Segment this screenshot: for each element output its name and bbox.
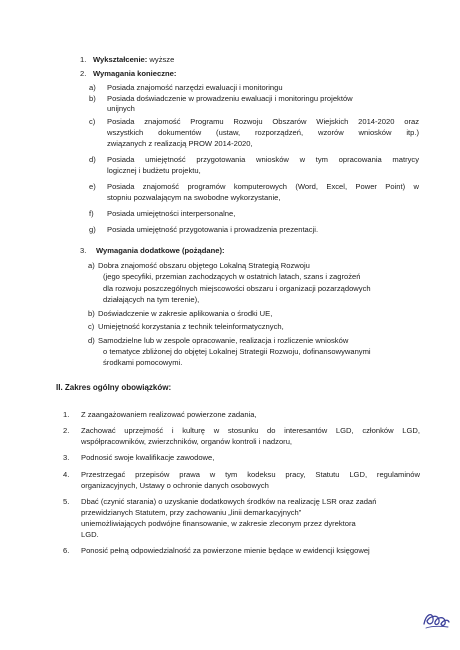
list-item-line: Umiejętność korzystania z technik teleinformatycznych, — [98, 322, 284, 331]
item-number: 3. — [80, 246, 87, 255]
list-item-line: Posiada umiejętność przygotowania i prowadzenia prezentacji. — [107, 225, 319, 234]
item-number: 1. — [80, 55, 87, 64]
list-item-line: Samodzielne lub w zespole opracowanie, realizacja i rozliczenie wniosków — [98, 336, 349, 345]
list-item-line: Dbać (czynić starania) o uzyskanie dodatkowych środków na realizację LSR oraz zadań — [81, 497, 377, 506]
item-number: 6. — [63, 546, 70, 555]
handwritten-signature — [420, 604, 452, 632]
list-item-line: organizacyjnych, Ustawy o ochronie danych osobowych — [81, 481, 269, 490]
list-item-line: unijnych — [107, 104, 135, 113]
list-item-line: działających na tym terenie), — [103, 295, 200, 304]
list-item-line: Posiada znajomość programów komputerowych (Word, Excel, Power Point) w — [107, 182, 419, 191]
list-item-line: Posiada umiejętność przygotowania wniosków w tym opracowania matrycy — [107, 155, 419, 164]
item-number: 2. — [63, 426, 70, 435]
item-number: 2. — [80, 69, 87, 78]
list-letter: e) — [89, 182, 96, 191]
list-letter: c) — [88, 322, 95, 331]
list-item-line: Ponosić pełną odpowiedzialność za powierzone mienie będące w ewidencji księgowej — [81, 546, 370, 555]
list-item-line: przewidzianych Statutem, przy zachowaniu „linii demarkacyjnych” — [81, 508, 302, 517]
list-item-line: stopniu pozwalającym na swobodne wykorzystanie, — [107, 193, 281, 202]
list-item-line: Przestrzegać przepisów prawa w tym kodeksu pracy, Statutu LGD, regulaminów — [81, 470, 420, 479]
mandatory-heading: Wymagania konieczne: — [93, 69, 177, 78]
list-item-line: Zachować uprzejmość i kulturę w stosunku do interesantów LGD, członków LGD, — [81, 426, 420, 435]
list-item-line: wszystkich dokumentów (ustaw, rozporządzeń, wzorów wniosków itp.) — [107, 128, 419, 137]
item-number: 5. — [63, 497, 70, 506]
list-item-line: Z zaangażowaniem realizować powierzone zadania, — [81, 410, 257, 419]
additional-heading: Wymagania dodatkowe (pożądane): — [96, 246, 225, 255]
list-letter: a) — [89, 83, 96, 92]
list-item-line: Doświadczenie w zakresie aplikowania o środki UE, — [98, 309, 273, 318]
education-line — [93, 55, 174, 65]
list-item-line: logicznej i budżetu projektu, — [107, 166, 201, 175]
list-item-line: Posiada umiejętności interpersonalne, — [107, 209, 236, 218]
list-letter: c) — [89, 117, 96, 126]
list-item-line: dla rozwoju poszczególnych miejscowości obszaru i organizacji pozarządowych — [103, 284, 371, 293]
list-letter: b) — [88, 309, 95, 318]
item-number: 3. — [63, 453, 70, 462]
list-letter: d) — [89, 155, 96, 164]
education-value: wyższe — [147, 55, 175, 64]
list-letter: b) — [89, 94, 96, 103]
list-item-line: LGD. — [81, 530, 99, 539]
list-item-line: Posiada znajomość narzędzi ewaluacji i monitoringu — [107, 83, 283, 92]
list-item-line: Dobra znajomość obszaru objętego Lokalną Strategią Rozwoju — [98, 261, 310, 270]
list-item-line: (jego specyfiki, przemian zachodzących w ostatnich latach, szans i zagrożeń — [103, 272, 361, 281]
list-item-line: związanych z realizacją PROW 2014-2020, — [107, 139, 253, 148]
item-number: 1. — [63, 410, 70, 419]
list-item-line: Posiada doświadczenie w prowadzeniu ewaluacji i monitoringu projektów — [107, 94, 353, 103]
education-label: Wykształcenie: — [93, 55, 148, 64]
list-item-line: uniemożliwiających podwójne finansowanie, w zakresie zleconym przez dyrektora — [81, 519, 356, 528]
section-heading: II. Zakres ogólny obowiązków: — [56, 383, 172, 392]
item-number: 4. — [63, 470, 70, 479]
list-letter: f) — [89, 209, 94, 218]
list-item-line: środkami pomocowymi. — [103, 358, 183, 367]
list-item-line: o tematyce zbliżonej do objętej Lokalnej Strategii Rozwoju, dofinansowywanymi — [103, 347, 371, 356]
list-letter: g) — [89, 225, 96, 234]
list-item-line: współpracowników, zwierzchników, organów kontroli i nadzoru, — [81, 437, 293, 446]
list-item-line: Posiada znajomość Programu Rozwoju Obszarów Wiejskich 2014-2020 oraz — [107, 117, 419, 126]
list-letter: d) — [88, 336, 95, 345]
list-item-line: Podnosić swoje kwalifikacje zawodowe, — [81, 453, 215, 462]
list-letter: a) — [88, 261, 95, 270]
